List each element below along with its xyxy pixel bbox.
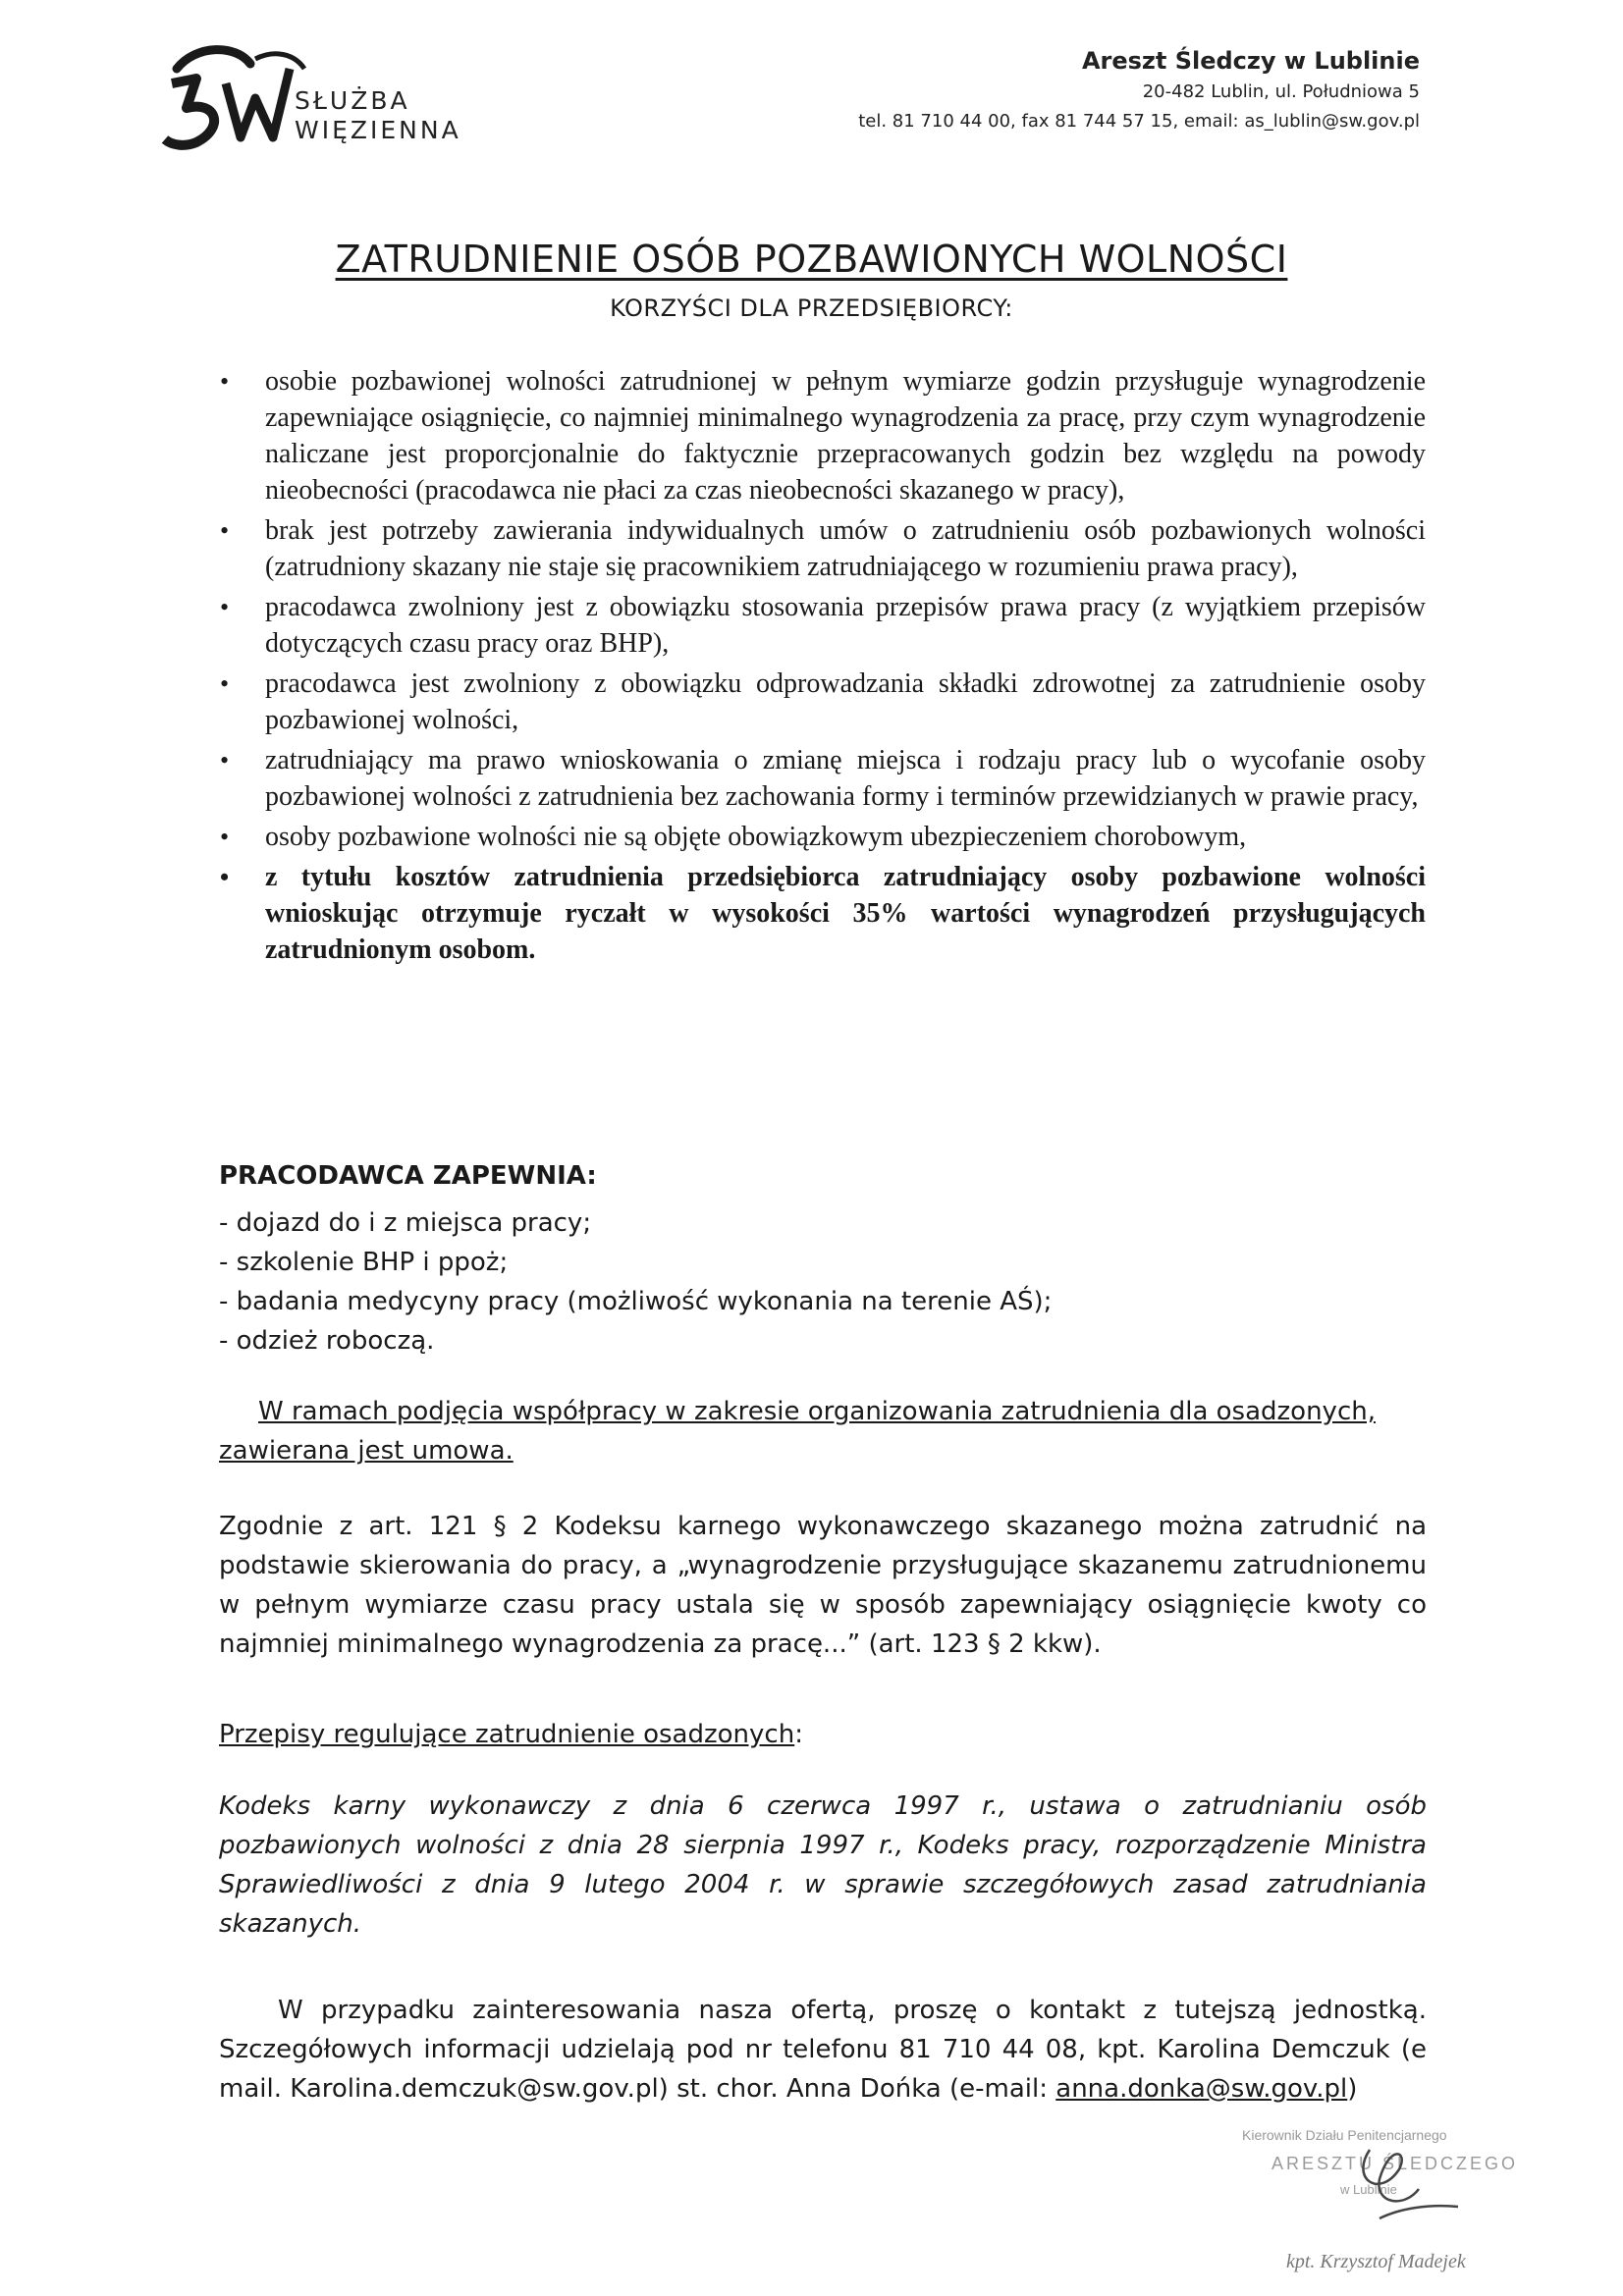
contact-text: W przypadku zainteresowania nasza ofertą, proszę o kontakt z tutejszą jednostką. Szczegółowych informacji udzielają pod nr telefonu 81 710 44 08, kpt. Karolina Demczuk (e mail. Karolina.demczuk@sw.gov.pl) st. chor. Anna Dońka (e-mail:: [219, 1996, 1427, 2104]
svg-text:kpt. Krzysztof Madejek: kpt. Krzysztof Madejek: [1286, 2251, 1466, 2272]
page-title: ZATRUDNIENIE OSÓB POZBAWIONYCH WOLNOŚCI: [335, 238, 1288, 281]
benefit-item: • brak jest potrzeby zawierania indywidualnych umów o zatrudnieniu osób pozbawionych wolności (zatrudniony skazany nie staje się pracownikiem zatrudniającego w rozumieniu prawa pracy),: [265, 512, 1426, 585]
article-paragraph: Zgodnie z art. 121 § 2 Kodeksu karnego wykonawczego skazanego można zatrudnić na podstawie skierowania do pracy, a „wynagrodzenie przysługujące skazanemu zatrudnionemu w pełnym wymiarze czasu pracy ustala się w sposób zapewniający osiągnięcie kwoty co najmniej minimalnego wynagrodzenia za pracę...” (art. 123 § 2 kkw).: [219, 1512, 1427, 1659]
provides-heading: PRACODAWCA ZAPEWNIA:: [219, 1161, 597, 1191]
org-name-line1: SŁUŻBA: [295, 86, 410, 115]
contact-email-link[interactable]: anna.donka@sw.gov.pl: [1055, 2074, 1348, 2104]
regulations-heading-colon: :: [794, 1720, 803, 1749]
official-stamp-signature: [1232, 2110, 1546, 2287]
regulations-heading-text: Przepisy regulujące zatrudnienie osadzonych: [219, 1720, 795, 1749]
employer-provides: [219, 1156, 1052, 1361]
page-subtitle: KORZYŚCI DLA PRZEDSIĘBIORCY:: [610, 294, 1013, 322]
cooperation-note: [219, 1392, 1427, 1470]
benefit-item: • osoby pozbawione wolności nie są objęte obowiązkowym ubezpieczeniem chorobowym,: [265, 819, 1426, 855]
benefit-item-bold: • z tytułu kosztów zatrudnienia przedsiębiorca zatrudniający osoby pozbawione wolności wnioskując otrzymuje ryczałt w wysokości 35% wartości wynagrodzeń przysługujących zatrudnionym osobom.: [265, 859, 1426, 968]
unit-address: 20-482 Lublin, ul. Południowa 5: [1142, 81, 1420, 102]
header-address: [858, 44, 1420, 136]
benefit-item: • zatrudniający ma prawo wnioskowania o zmianę miejsca i rodzaju pracy lub o wycofanie osoby pozbawionej wolności z zatrudnienia bez zachowania formy i terminów przewidzianych w prawie pracy,: [265, 742, 1426, 815]
org-name-line2: WIĘZIENNA: [295, 116, 461, 144]
unit-name: Areszt Śledczy w Lublinie: [1081, 47, 1420, 75]
regulations-heading: [219, 1715, 803, 1754]
svg-text:w Lublinie: w Lublinie: [1340, 2182, 1397, 2197]
provides-list: [219, 1203, 1052, 1361]
provides-item: - badania medycyny pracy (możliwość wykonania na terenie AŚ);: [219, 1287, 1053, 1316]
benefit-item: • pracodawca zwolniony jest z obowiązku stosowania przepisów prawa pracy (z wyjątkiem przepisów dotyczących czasu pracy oraz BHP),: [265, 589, 1426, 662]
org-name: [295, 86, 461, 145]
provides-item: - szkolenie BHP i ppoż;: [219, 1248, 509, 1277]
unit-contact: tel. 81 710 44 00, fax 81 744 57 15, email: as_lublin@sw.gov.pl: [858, 111, 1420, 132]
svg-text:Kierownik Działu Penitencjarne: Kierownik Działu Penitencjarnego: [1242, 2127, 1447, 2143]
provides-item: - odzież roboczą.: [219, 1326, 435, 1356]
contact-paragraph: [219, 1991, 1427, 2109]
benefit-item: • pracodawca jest zwolniony z obowiązku odprowadzania składki zdrowotnej za zatrudnienie osoby pozbawionej wolności,: [265, 666, 1426, 738]
provides-item: - dojazd do i z miejsca pracy;: [219, 1208, 592, 1238]
cooperation-text: W ramach podjęcia współpracy w zakresie organizowania zatrudnienia dla osadzonych, zawierana jest umowa.: [219, 1397, 1376, 1466]
contact-closing: ): [1347, 2074, 1358, 2104]
benefit-item: • osobie pozbawionej wolności zatrudnionej w pełnym wymiarze godzin przysługuje wynagrodzenie zapewniające osiągnięcie, co najmniej minimalnego wynagrodzenia za pracę, przy czym wynagrodzenie naliczane jest proporcjonalnie do faktycznie przepracowanych godzin bez względu na powody nieobecności (pracodawca nie płaci za czas nieobecności skazanego w pracy),: [265, 363, 1426, 508]
page-title-wrap: [0, 238, 1623, 281]
svg-text:ARESZTU ŚLEDCZEGO: ARESZTU ŚLEDCZEGO: [1271, 2154, 1519, 2173]
benefits-list: [265, 363, 1426, 972]
regulations-text: Kodeks karny wykonawczy z dnia 6 czerwca 1997 r., ustawa o zatrudnianiu osób pozbawionych wolności z dnia 28 sierpnia 1997 r., Kodeks pracy, rozporządzenie Ministra Sprawiedliwości z dnia 9 lutego 2004 r. w sprawie szczegółowych zasad zatrudniania skazanych.: [219, 1791, 1427, 1939]
